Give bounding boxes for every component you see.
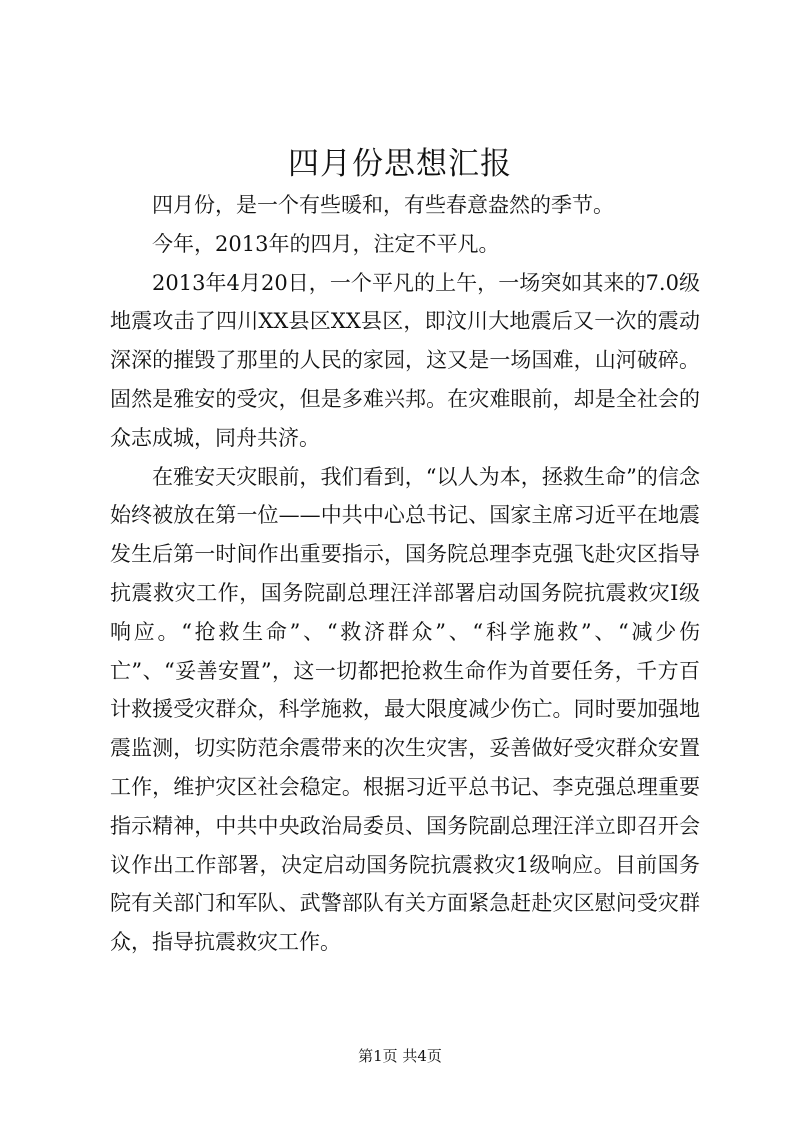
paragraph-2: 今年，2013年的四月，注定不平凡。 — [152, 231, 500, 256]
paragraph-1: 四月份，是一个有些暖和，有些春意盎然的季节。 — [152, 193, 614, 217]
paragraph-4: 在雅安天灾眼前，我们看到，“以人为本，拯救生命”的信念始终被放在第一位——中共中心总书记、国家主席习近平在地震发生后第一时间作出重要指示，国务院总理李克强飞赴灾区指导抗震救灾工作，国务院副总理汪洋部署启动国务院抗震救灾Ⅰ级响应。“抢救生命”、“救济群众”、“科学施救”、“减少伤亡”、“妥善安置”，这一切都把抢救生命作为首要任务，千方百计救援受灾群众，科学施救，最大限度减少伤亡。同时要加强地震监测，切实防范余震带来的次生灾害，妥善做好受灾群众安置工作，维护灾区社会稳定。根据习近平总书记、李克强总理重要指示精神，中共中央政治局委员、国务院副总理汪洋立即召开会议作出工作部署，决定启动国务院抗震救灾1级响应。目前国务院有关部门和军队、武警部队有关方面紧急赶赴灾区慰问受灾群众，指导抗震救灾工作。 — [110, 464, 700, 955]
document-body — [110, 186, 700, 962]
document-title: 四月份思想汇报 — [288, 146, 512, 182]
paragraph-3: 2013年4月20日，一个平凡的上午，一场突如其来的7.0级地震攻击了四川XX县区XX县区，即汶川大地震后又一次的震动深深的摧毁了那里的人民的家园，这又是一场国难，山河破碎。固然是雅安的受灾，但是多难兴邦。在灾难眼前，却是全社会的众志成城，同舟共济。 — [110, 270, 700, 450]
page-footer: 第1页 共4页 — [358, 1047, 442, 1065]
